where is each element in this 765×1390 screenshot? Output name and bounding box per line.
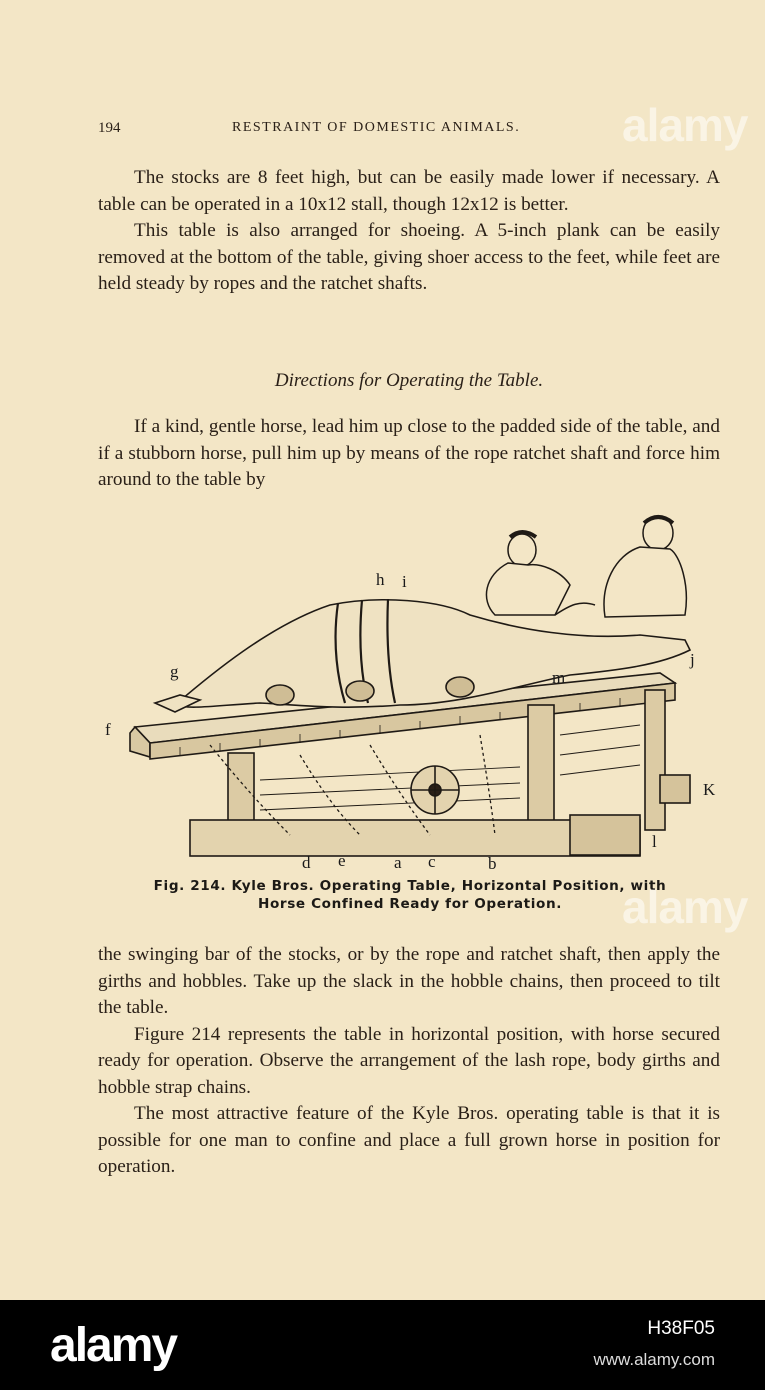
figure-label-m: m xyxy=(552,668,566,687)
site-url[interactable]: www.alamy.com xyxy=(593,1350,715,1369)
figure-label-f: f xyxy=(105,720,111,739)
watermark-logo: alamy xyxy=(622,881,748,933)
figure-label-a: a xyxy=(394,853,402,872)
figure-label-c: c xyxy=(428,852,436,871)
image-id: H38F05 xyxy=(647,1318,715,1339)
caption-line: Fig. 214. Kyle Bros. Operating Table, Horizontal Position, with xyxy=(153,878,667,894)
figure-label-b: b xyxy=(488,854,497,873)
figure-label-l: l xyxy=(652,832,657,851)
paragraph: The most attractive feature of the Kyle Bros. operating table is that it is possible for one man to confine and place a full grown horse in position for operation. xyxy=(98,1103,720,1177)
footer-logo: alamy xyxy=(50,1319,177,1372)
body-text-mid xyxy=(98,414,720,494)
running-title: RESTRAINT OF DOMESTIC ANIMALS. xyxy=(232,120,521,135)
figure-label-k: K xyxy=(703,780,716,799)
body-text-bottom xyxy=(98,942,720,1181)
footer-bar xyxy=(0,1300,765,1390)
figure-label-h: h xyxy=(376,570,385,589)
section-subheading: Directions for Operating the Table. xyxy=(274,370,544,391)
operating-table-illustration xyxy=(100,505,720,875)
figure-label-d: d xyxy=(302,853,311,872)
watermark-logo: alamy xyxy=(622,99,748,151)
paragraph: The stocks are 8 feet high, but can be easily made lower if necessary. A table can be operated in a 10x12 stall, though 12x12 is better. xyxy=(98,167,720,215)
figure-label-e: e xyxy=(338,851,346,870)
paragraph: This table is also arranged for shoeing. A 5-inch plank can be easily removed at the bottom of the table, giving shoer access to the feet, while feet are held steady by ropes and the ratchet shafts. xyxy=(98,220,720,294)
body-text-top xyxy=(98,165,720,298)
page-number: 194 xyxy=(98,120,121,136)
figure-label-g: g xyxy=(170,662,179,681)
figure-label-j: j xyxy=(690,650,695,669)
paragraph: the swinging bar of the stocks, or by the rope and ratchet shaft, then apply the girths and hobbles. Take up the slack in the hobble chains, then proceed to tilt the table. xyxy=(98,944,720,1018)
paragraph: Figure 214 represents the table in horizontal position, with horse secured ready for operation. Observe the arrangement of the lash rope, body girths and hobble strap chains. xyxy=(98,1023,720,1098)
caption-line: Horse Confined Ready for Operation. xyxy=(258,896,562,912)
paragraph: If a kind, gentle horse, lead him up close to the padded side of the table, and if a stubborn horse, pull him up by means of the rope ratchet shaft and force him around to the table by xyxy=(98,416,720,490)
figure-label-i: i xyxy=(402,572,407,591)
